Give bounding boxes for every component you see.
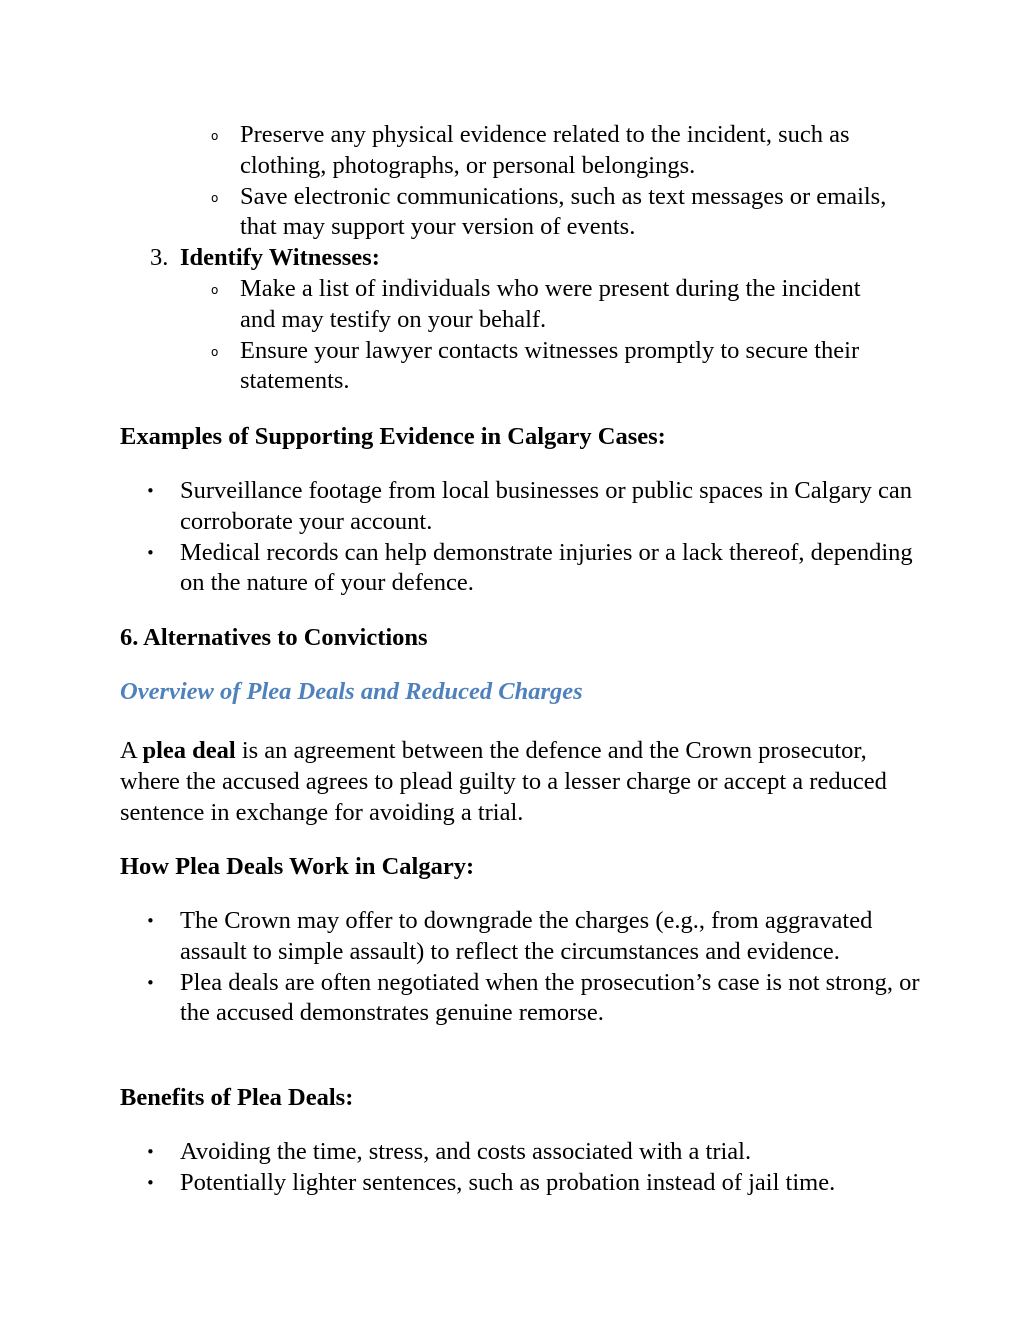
examples-section <box>120 422 920 453</box>
benefits-heading: Benefits of Plea Deals: <box>120 1084 354 1111</box>
how-plea-list-block <box>120 906 920 1029</box>
alternatives-section <box>120 623 920 654</box>
evidence-tips-list <box>120 120 920 243</box>
list-item-text: Plea deals are often negotiated when the prosecution’s case is not strong, or the accused demonstrates genuine remorse. <box>180 968 920 1027</box>
witnesses-list <box>120 274 920 397</box>
numbered-item-identify-witnesses <box>120 243 920 274</box>
how-plea-list <box>120 906 920 1029</box>
list-item <box>120 182 900 244</box>
plea-overview-block <box>120 677 920 708</box>
bullet-icon: • <box>146 973 155 992</box>
bullet-icon: • <box>146 482 155 500</box>
circle-bullet-icon: o <box>211 129 219 143</box>
circle-bullet-icon: o <box>211 344 219 359</box>
list-item-text: Surveillance footage from local businesses or public spaces in Calgary can corroborate your account. <box>180 477 913 535</box>
list-item-text: Preserve any physical evidence related to the incident, such as clothing, photographs, or personal belongings. <box>240 121 850 179</box>
paragraph-prefix: A <box>120 737 143 764</box>
plea-deal-term: plea deal <box>142 737 236 764</box>
list-item-text: Avoiding the time, stress, and costs associated with a trial. <box>180 1138 752 1165</box>
list-item-text: Ensure your lawyer contacts witnesses promptly to secure their statements. <box>240 336 860 395</box>
bullet-icon: • <box>146 1173 155 1192</box>
numbered-list <box>120 243 920 274</box>
list-item <box>120 1168 920 1199</box>
list-item-text: Potentially lighter sentences, such as probation instead of jail time. <box>180 1168 836 1196</box>
list-item <box>120 120 900 182</box>
list-item <box>120 906 920 968</box>
list-item <box>120 476 920 538</box>
examples-list <box>120 476 920 599</box>
plea-deal-paragraph <box>120 736 910 828</box>
plea-overview-subheading: Overview of Plea Deals and Reduced Charges <box>120 678 583 705</box>
circle-bullet-icon: o <box>211 190 219 205</box>
list-item <box>120 1137 920 1168</box>
benefits-list <box>120 1137 920 1199</box>
bullet-icon: • <box>146 543 155 562</box>
list-item <box>120 274 900 336</box>
how-plea-section <box>120 852 920 883</box>
list-number: 3. <box>150 244 169 272</box>
bullet-icon: • <box>146 1143 155 1161</box>
list-item-text: The Crown may offer to downgrade the charges (e.g., from aggravated assault to simple assault) to reflect the circumstances and evidence. <box>180 907 873 965</box>
paragraph-rest: is an agreement between the defence and the Crown prosecutor, where the accused agrees to plead guilty to a lesser charge or accept a reduced sentence in exchange for avoiding a trial. <box>120 737 887 826</box>
list-item <box>120 336 900 398</box>
examples-list-block <box>120 476 920 599</box>
plea-deal-paragraph-block <box>120 736 910 828</box>
benefits-section <box>120 1083 920 1114</box>
list-item <box>120 968 920 1030</box>
circle-bullet-icon: o <box>211 282 219 297</box>
list-item <box>120 538 920 600</box>
alternatives-heading: 6. Alternatives to Convictions <box>120 624 428 651</box>
bullet-icon: • <box>146 912 155 930</box>
examples-heading: Examples of Supporting Evidence in Calgary Cases: <box>120 423 666 450</box>
list-item-text: Save electronic communications, such as text messages or emails, that may support your version of events. <box>240 182 887 241</box>
numbered-item-label: Identify Witnesses: <box>180 244 380 272</box>
evidence-tips-block <box>120 120 920 397</box>
benefits-list-block <box>120 1137 920 1199</box>
list-item-text: Medical records can help demonstrate injuries or a lack thereof, depending on the nature of your defence. <box>180 538 913 597</box>
how-plea-heading: How Plea Deals Work in Calgary: <box>120 853 475 880</box>
list-item-text: Make a list of individuals who were present during the incident and may testify on your behalf. <box>240 274 861 333</box>
